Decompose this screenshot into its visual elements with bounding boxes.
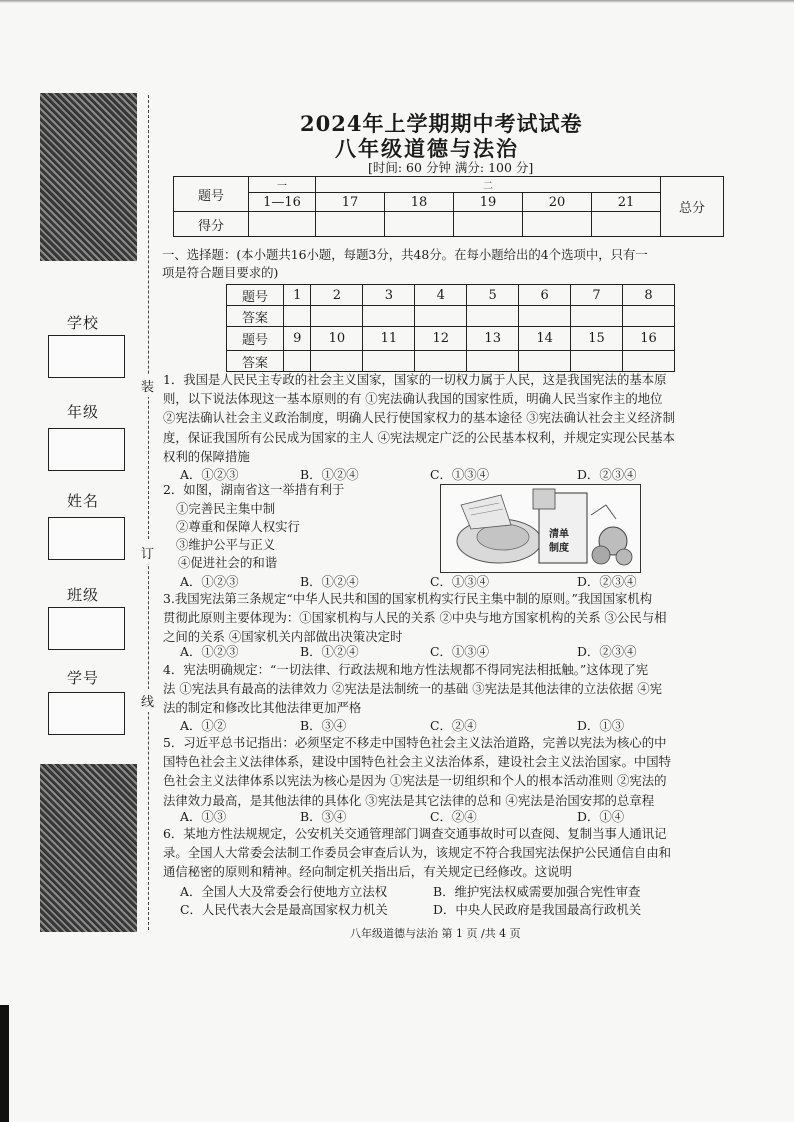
q3-option-a: A．①②③ xyxy=(180,644,239,659)
scan-noise-bottom xyxy=(40,764,137,932)
question-6 xyxy=(163,824,671,882)
name-label: 姓名 xyxy=(67,492,100,510)
answer-cell[interactable] xyxy=(284,351,311,372)
answer-cell[interactable] xyxy=(467,351,519,372)
answer-cell[interactable] xyxy=(571,351,623,372)
answer-cell[interactable] xyxy=(519,351,571,372)
answer-cell[interactable] xyxy=(571,306,623,327)
answer-grid-num: 2 xyxy=(311,285,363,306)
binding-char-zhuang: 装 xyxy=(141,374,154,397)
answer-grid-num: 14 xyxy=(519,327,571,351)
score-col-2: 17 xyxy=(316,193,385,212)
question-5-line: 法律效力最高，是其他法律的具体化 ③宪法是其它法律的总和 ④宪法是治国安邦的总章程 xyxy=(163,792,655,808)
answer-grid-num: 5 xyxy=(467,285,519,306)
student-id-field[interactable] xyxy=(48,692,125,735)
q5-option-a: A．①③ xyxy=(180,809,227,824)
score-cell[interactable] xyxy=(249,212,316,237)
question-2-item: ④促进社会的和谐 xyxy=(178,555,278,570)
answer-grid-num: 6 xyxy=(519,285,571,306)
question-1-line: 1．我国是人民民主专政的社会主义国家，国家的一切权力属于人民，这是我国宪法的基本原 xyxy=(163,372,667,387)
score-table-total-label: 总分 xyxy=(661,177,724,237)
q5-option-b: B．③④ xyxy=(300,809,347,824)
answer-cell[interactable] xyxy=(623,306,675,327)
question-2-item: ①完善民主集中制 xyxy=(176,501,276,516)
question-1-line: 度，保证我国所有公民成为国家的主人 ④宪法规定广泛的公民基本权利，并规定实现公民基本 xyxy=(163,429,675,445)
student-id-label: 学号 xyxy=(67,669,100,687)
school-field[interactable] xyxy=(48,335,125,378)
question-2-item: ③维护公平与正义 xyxy=(176,537,276,552)
question-6-line: 录。全国人大常委会法制工作委员会审查后认为，该规定不符合我国宪法保护公民通信自由和 xyxy=(163,845,672,861)
question-3 xyxy=(163,589,667,647)
score-cell[interactable] xyxy=(454,212,523,237)
answer-cell[interactable] xyxy=(311,351,363,372)
q6-option-a: A．全国人大及常委会行使地方立法权 xyxy=(180,884,388,899)
figure-illustration xyxy=(441,485,640,572)
answer-grid-num: 9 xyxy=(284,327,311,351)
figure-label-1: 清单 xyxy=(549,529,569,540)
question-5-line: 国特色社会主义法律体系，建设中国特色社会主义法治体系，建设社会主义法治国家。中国特 xyxy=(163,754,672,770)
q5-option-c: C．②④ xyxy=(430,809,477,824)
binding-char-xian: 线 xyxy=(141,689,154,712)
scan-noise-top xyxy=(40,93,137,261)
answer-cell[interactable] xyxy=(284,306,311,327)
question-5 xyxy=(163,733,671,810)
score-table-section2: 二 xyxy=(316,177,661,193)
q6-option-d: D．中央人民政府是我国最高行政机关 xyxy=(433,902,642,917)
q2-option-d: D．②③④ xyxy=(577,574,637,589)
binding-char-ding: 订 xyxy=(141,541,154,564)
answer-grid-num: 12 xyxy=(415,327,467,351)
question-1-line: 则，以下说法体现这一基本原则的有 ①宪法确认我国的国家性质，明确人民当家作主的地位 xyxy=(163,391,663,407)
q1-option-d: D．②③④ xyxy=(577,467,637,482)
question-4-line: 法 ①宪法具有最高的法律效力 ②宪法是法制统一的基础 ③宪法是其他法律的立法依据 ④宪 xyxy=(163,681,662,697)
q1-option-b: B．①②④ xyxy=(300,467,359,482)
answer-grid-num: 8 xyxy=(623,285,675,306)
question-1-line: 权利的保障措施 xyxy=(163,448,250,464)
question-1-line: ②宪法确认社会主义政治制度，明确人民行使国家权力的基本途径 ③宪法确认社会主义经济制 xyxy=(163,410,675,426)
exam-subject: 八年级道德与法治 xyxy=(335,136,519,161)
score-cell[interactable] xyxy=(316,212,385,237)
answer-cell[interactable] xyxy=(311,306,363,327)
q2-option-b: B．①②④ xyxy=(300,574,359,589)
q2-option-a: A．①②③ xyxy=(180,574,239,589)
score-table-section1: 一 xyxy=(249,177,316,193)
q3-option-c: C．①③④ xyxy=(430,644,490,659)
question-2-item: ②尊重和保障人权实行 xyxy=(176,519,300,534)
question-2-figure xyxy=(440,484,641,573)
answer-grid-ans-label: 答案 xyxy=(227,351,284,372)
score-row-label: 得分 xyxy=(174,212,249,237)
grade-field[interactable] xyxy=(48,428,125,471)
binding-line xyxy=(148,95,149,930)
answer-grid-num: 15 xyxy=(571,327,623,351)
q3-option-d: D．②③④ xyxy=(577,644,637,659)
exam-title: 2024年上学期期中考试试卷 xyxy=(300,111,583,136)
exam-info: [时间: 60 分钟 满分: 100 分] xyxy=(368,160,534,175)
answer-grid-num: 4 xyxy=(415,285,467,306)
question-4-line: 4．宪法明确规定：“一切法律、行政法规和地方性法规都不得同宪法相抵触。”这体现了宪 xyxy=(163,662,649,677)
answer-cell[interactable] xyxy=(363,306,415,327)
answer-grid-num-label: 题号 xyxy=(227,327,284,351)
question-4-line: 法的制定和修改比其他法律更加严格 xyxy=(163,700,362,716)
answer-grid-num: 10 xyxy=(311,327,363,351)
score-cell[interactable] xyxy=(592,212,661,237)
question-5-line: 5．习近平总书记指出：必须坚定不移走中国特色社会主义法治道路，完善以宪法为核心的中 xyxy=(163,735,667,750)
question-3-line: 贯彻此原则主要体现为：①国家机构与人民的关系 ②中央与地方国家机构的关系 ③公民与相 xyxy=(163,610,667,626)
score-table xyxy=(173,176,724,237)
q5-option-d: D．①④ xyxy=(577,809,625,824)
score-col-3: 18 xyxy=(385,193,454,212)
score-cell[interactable] xyxy=(385,212,454,237)
answer-grid-num: 16 xyxy=(623,327,675,351)
question-3-line: 3.我国宪法第三条规定“中华人民共和国的国家机构实行民主集中制的原则。”我国国家机构 xyxy=(163,591,653,606)
score-col-6: 21 xyxy=(592,193,661,212)
question-5-line: 色社会主义法律体系以宪法为核心是因为 ①宪法是一切组织和个人的根本活动准则 ②宪法的 xyxy=(163,773,667,789)
figure-label-2: 制度 xyxy=(549,543,569,554)
q4-option-b: B．③④ xyxy=(300,718,347,733)
answer-grid-num-label: 题号 xyxy=(227,285,284,306)
section-one-instruction-1: 一、选择题：(本小题共16小题，每题3分，共48分。在每小题给出的4个选项中，只有一 xyxy=(162,247,648,262)
q4-option-c: C．②④ xyxy=(430,718,477,733)
question-4 xyxy=(163,660,662,718)
score-col-1: 1—16 xyxy=(249,193,316,212)
q4-option-d: D．①③ xyxy=(577,718,625,733)
score-table-header-label: 题号 xyxy=(174,177,249,212)
question-2-stem: 2．如图，湖南省这一举措有利于 xyxy=(163,482,345,497)
answer-grid-ans-label: 答案 xyxy=(227,306,284,327)
answer-cell[interactable] xyxy=(363,351,415,372)
score-col-5: 20 xyxy=(523,193,592,212)
answer-grid-num: 7 xyxy=(571,285,623,306)
class-field[interactable] xyxy=(48,607,125,650)
question-1 xyxy=(163,370,675,466)
answer-cell[interactable] xyxy=(623,351,675,372)
q1-option-a: A．①②③ xyxy=(180,467,239,482)
q2-option-c: C．①③④ xyxy=(430,574,490,589)
answer-grid-num: 1 xyxy=(284,285,311,306)
answer-cell[interactable] xyxy=(519,306,571,327)
scan-edge-mark xyxy=(0,1005,9,1122)
q6-option-b: B．维护宪法权威需要加强合宪性审查 xyxy=(433,884,641,899)
q6-option-c: C．人民代表大会是最高国家权力机关 xyxy=(180,902,388,917)
school-label: 学校 xyxy=(67,314,100,332)
grade-label: 年级 xyxy=(67,403,100,421)
scan-top-edge xyxy=(0,0,794,3)
answer-grid-num: 13 xyxy=(467,327,519,351)
q4-option-a: A．①② xyxy=(180,718,227,733)
answer-grid-num: 3 xyxy=(363,285,415,306)
question-3-line: 之间的关系 ④国家机关内部做出决策决定时 xyxy=(163,629,403,645)
answer-cell[interactable] xyxy=(415,306,467,327)
score-col-4: 19 xyxy=(454,193,523,212)
question-6-line: 6．某地方性法规规定，公安机关交通管理部门调查交通事故时可以查阅、复制当事人通讯记 xyxy=(163,826,667,841)
q1-option-c: C．①③④ xyxy=(430,467,490,482)
answer-cell[interactable] xyxy=(415,351,467,372)
q3-option-b: B．①②④ xyxy=(300,644,359,659)
answer-grid-num: 11 xyxy=(363,327,415,351)
section-one-instruction-2: 项是符合题目要求的) xyxy=(162,265,279,280)
class-label: 班级 xyxy=(67,586,100,604)
question-6-line: 通信秘密的原则和精神。经向制定机关指出后，有关规定已经修改。这说明 xyxy=(163,864,572,880)
answer-grid xyxy=(226,284,675,372)
score-cell[interactable] xyxy=(523,212,592,237)
answer-cell[interactable] xyxy=(467,306,519,327)
name-field[interactable] xyxy=(48,517,125,560)
page-footer: 八年级道德与法治 第 1 页 /共 4 页 xyxy=(350,927,521,940)
